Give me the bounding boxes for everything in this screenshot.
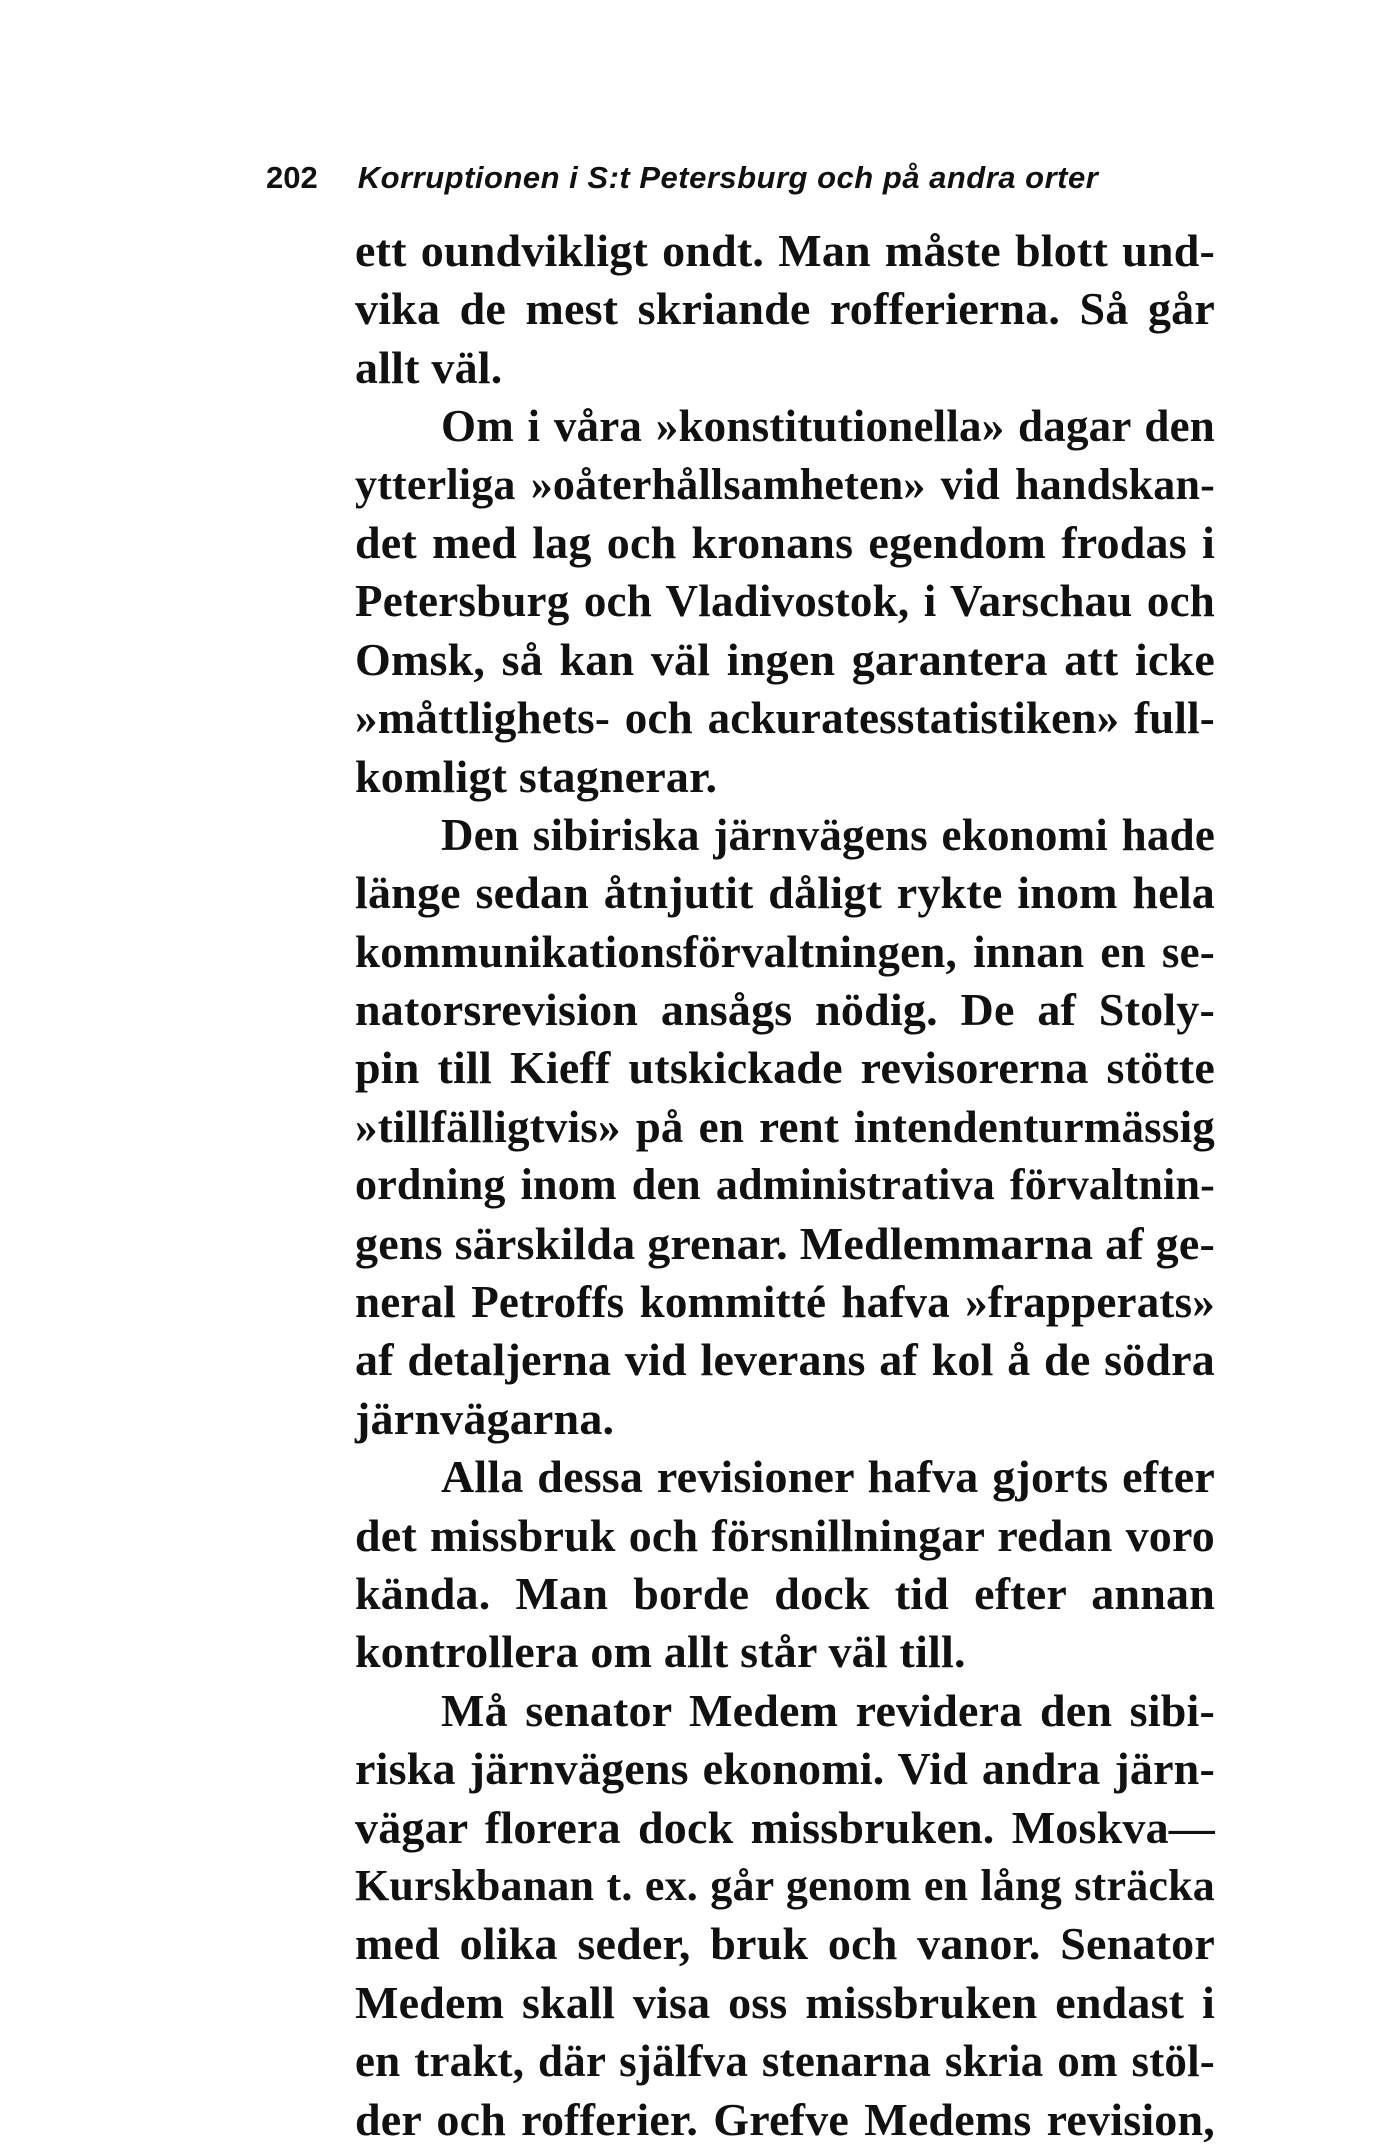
text-line: det missbruk och försnillningar redan voro [355, 1509, 1215, 1561]
text-line: kontrollera om allt står väl till. [355, 1626, 966, 1678]
text-line: Omsk, så kan väl ingen garantera att icke [355, 633, 1215, 685]
body-text [355, 222, 1215, 2145]
text-line: pin till Kieff utskickade revisorerna stötte [355, 1042, 1215, 1094]
text-line: kända. Man borde dock tid efter annan [355, 1567, 1215, 1619]
running-head [266, 158, 1166, 198]
text-line: vägar florera dock missbruken. Moskva— [355, 1801, 1215, 1853]
text-line: Kurskbanan t. ex. går genom en lång sträcka [355, 1860, 1215, 1910]
text-line: »tillfälligtvis» på en rent intendenturmässig [355, 1101, 1215, 1152]
text-line: af detaljerna vid leverans af kol å de södra [355, 1334, 1215, 1386]
text-line: ett oundvikligt ondt. Man måste blott und- [355, 225, 1215, 276]
text-line: Medem skall visa oss missbruken endast i [355, 1976, 1215, 2028]
text-line: en trakt, där själfva stenarna skria om stöl- [355, 2036, 1215, 2087]
running-title: Korruptionen i S:t Petersburg och på andra orter [357, 160, 1099, 195]
text-line: Alla dessa revisioner hafva gjorts efter [441, 1451, 1215, 1503]
text-line: med olika seder, bruk och vanor. Senator [355, 1918, 1215, 1970]
text-line: länge sedan åtnjutit dåligt rykte inom hela [355, 867, 1215, 919]
page-number: 202 [266, 160, 318, 195]
text-line: allt väl. [355, 341, 503, 393]
text-line: komligt stagnerar. [355, 750, 718, 802]
text-line: riska järnvägens ekonomi. Vid andra järn- [355, 1743, 1215, 1795]
text-line: Om i våra »konstitutionella» dagar den [441, 401, 1215, 452]
text-line: Petersburg och Vladivostok, i Varschau och [355, 576, 1215, 627]
text-line: kommunikationsförvaltningen, innan en se- [355, 926, 1215, 977]
text-line: ytterliga »oåterhållsamheten» vid handskan- [355, 459, 1215, 509]
text-line: det med lag och kronans egendom frodas i [355, 516, 1215, 568]
text-line: Den sibiriska järnvägens ekonomi hade [441, 809, 1215, 860]
text-line: Må senator Medem revidera den sibi- [441, 1684, 1215, 1736]
text-line: gens särskilda grenar. Medlemmarna af ge- [355, 1217, 1215, 1269]
text-line: järnvägarna. [355, 1392, 615, 1444]
text-line: ordning inom den administrativa förvaltnin- [355, 1160, 1215, 1210]
text-line: der och rofferier. Grefve Medems revision, [355, 2093, 1215, 2145]
text-line: neral Petroffs kommitté hafva »frapperats» [355, 1277, 1215, 1328]
text-line: natorsrevision ansågs nödig. De af Stoly- [355, 984, 1215, 1036]
text-line: »måttlighets- och ackuratesstatistiken» full- [355, 693, 1215, 744]
text-line: vika de mest skriande rofferierna. Så går [355, 283, 1215, 335]
